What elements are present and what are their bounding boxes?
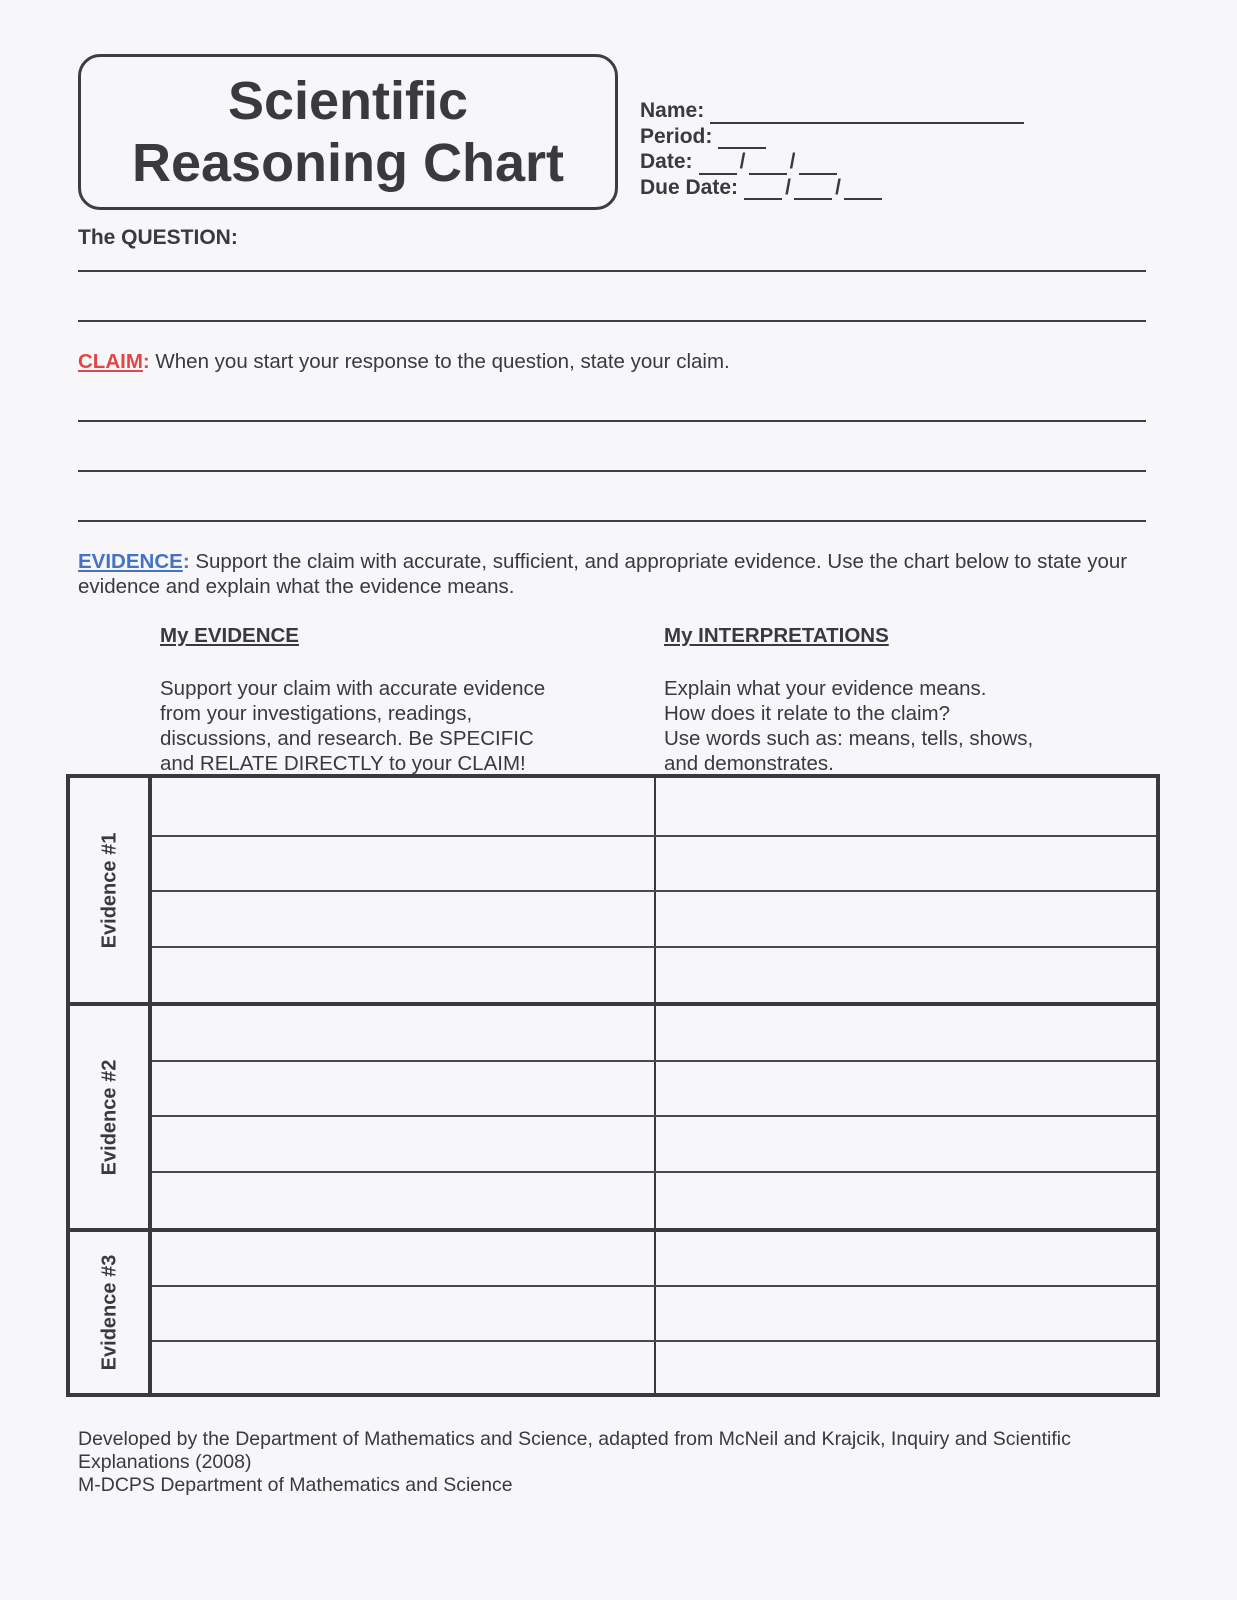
period-blank[interactable]	[718, 129, 766, 149]
period-label: Period:	[640, 124, 713, 148]
period-field[interactable]	[640, 124, 1024, 150]
group-separator	[70, 1002, 1156, 1006]
writing-line[interactable]	[152, 890, 1156, 892]
claim-colon: :	[142, 350, 150, 373]
interp-desc-line: Explain what your evidence means.	[664, 677, 987, 700]
interp-desc-line: Use words such as: means, tells, shows,	[664, 727, 1034, 750]
date-field[interactable]	[640, 149, 1024, 175]
claim-label: CLAIM	[78, 350, 143, 373]
evidence-instructions: Support the claim with accurate, sufficient, and appropriate evidence. Use the chart below to state your evidence and explain what the evidence means.	[78, 550, 1128, 598]
footer-line-2: Explanations (2008)	[78, 1451, 252, 1473]
evidence-label: EVIDENCE	[78, 550, 183, 573]
evidence-desc-line: Support your claim with accurate evidence	[160, 677, 546, 700]
writing-line[interactable]	[152, 1115, 1156, 1117]
evidence-description	[160, 676, 545, 776]
name-field[interactable]	[640, 98, 1024, 124]
evidence-3-label: Evidence #3	[98, 1254, 121, 1371]
group-separator	[70, 1228, 1156, 1232]
evidence-desc-line: and RELATE DIRECTLY to your CLAIM!	[160, 752, 526, 775]
writing-line[interactable]	[152, 1060, 1156, 1062]
interp-desc-line: How does it relate to the claim?	[664, 702, 950, 725]
title-box	[78, 54, 618, 210]
title-line-2: Reasoning Chart	[131, 133, 565, 193]
evidence-2-label: Evidence #2	[98, 1059, 121, 1175]
evidence-1-label: Evidence #1	[98, 832, 121, 948]
evidence-desc-line: discussions, and research. Be SPECIFIC	[160, 727, 534, 750]
evidence-1-row-label	[70, 778, 150, 1002]
interpretation-description	[664, 676, 1033, 776]
date-slash: /	[739, 150, 746, 173]
evidence-colon: :	[182, 550, 190, 573]
due-slash: /	[835, 175, 841, 199]
claim-answer-line[interactable]	[78, 520, 1146, 522]
date-year-blank[interactable]	[799, 155, 837, 175]
interp-desc-line: and demonstrates.	[664, 752, 834, 775]
date-day-blank[interactable]	[749, 155, 787, 175]
evidence-3-row-label	[70, 1232, 150, 1393]
writing-line[interactable]	[152, 835, 1156, 837]
name-blank[interactable]	[710, 104, 1024, 124]
footer-line-1: Developed by the Department of Mathematics and Science, adapted from McNeil and Krajcik, Inquiry and Scientific	[78, 1428, 1071, 1450]
question-answer-line[interactable]	[78, 270, 1146, 272]
claim-answer-line[interactable]	[78, 470, 1146, 472]
evidence-table	[66, 774, 1160, 1397]
evidence-2-row-label	[70, 1006, 150, 1228]
title-line-1: Scientific	[227, 71, 469, 131]
column-divider	[654, 778, 656, 1393]
writing-line[interactable]	[152, 946, 1156, 948]
name-label: Name:	[640, 99, 705, 122]
due-date-field[interactable]	[640, 175, 1024, 201]
due-year-blank[interactable]	[844, 180, 882, 200]
due-month-blank[interactable]	[744, 180, 782, 200]
claim-section	[78, 349, 1158, 374]
question-answer-line[interactable]	[78, 320, 1146, 322]
footer-line-3: M-DCPS Department of Mathematics and Science	[78, 1474, 513, 1496]
my-evidence-heading: My EVIDENCE	[160, 624, 299, 647]
writing-line[interactable]	[152, 1285, 1156, 1287]
my-interpretations-heading: My INTERPRETATIONS	[664, 624, 889, 647]
date-label: Date:	[640, 150, 693, 173]
date-slash: /	[789, 150, 796, 173]
writing-line[interactable]	[152, 1340, 1156, 1342]
writing-line[interactable]	[152, 1171, 1156, 1173]
date-month-blank[interactable]	[699, 155, 737, 175]
question-label: The QUESTION:	[78, 226, 238, 249]
evidence-section	[78, 549, 1138, 599]
due-date-label: Due Date:	[640, 175, 739, 199]
footer	[78, 1428, 1158, 1497]
due-day-blank[interactable]	[794, 180, 832, 200]
claim-instructions: When you start your response to the question, state your claim.	[149, 350, 730, 373]
evidence-desc-line: from your investigations, readings,	[160, 702, 473, 725]
due-slash: /	[785, 175, 791, 199]
header-fields	[640, 98, 1024, 200]
claim-answer-line[interactable]	[78, 420, 1146, 422]
